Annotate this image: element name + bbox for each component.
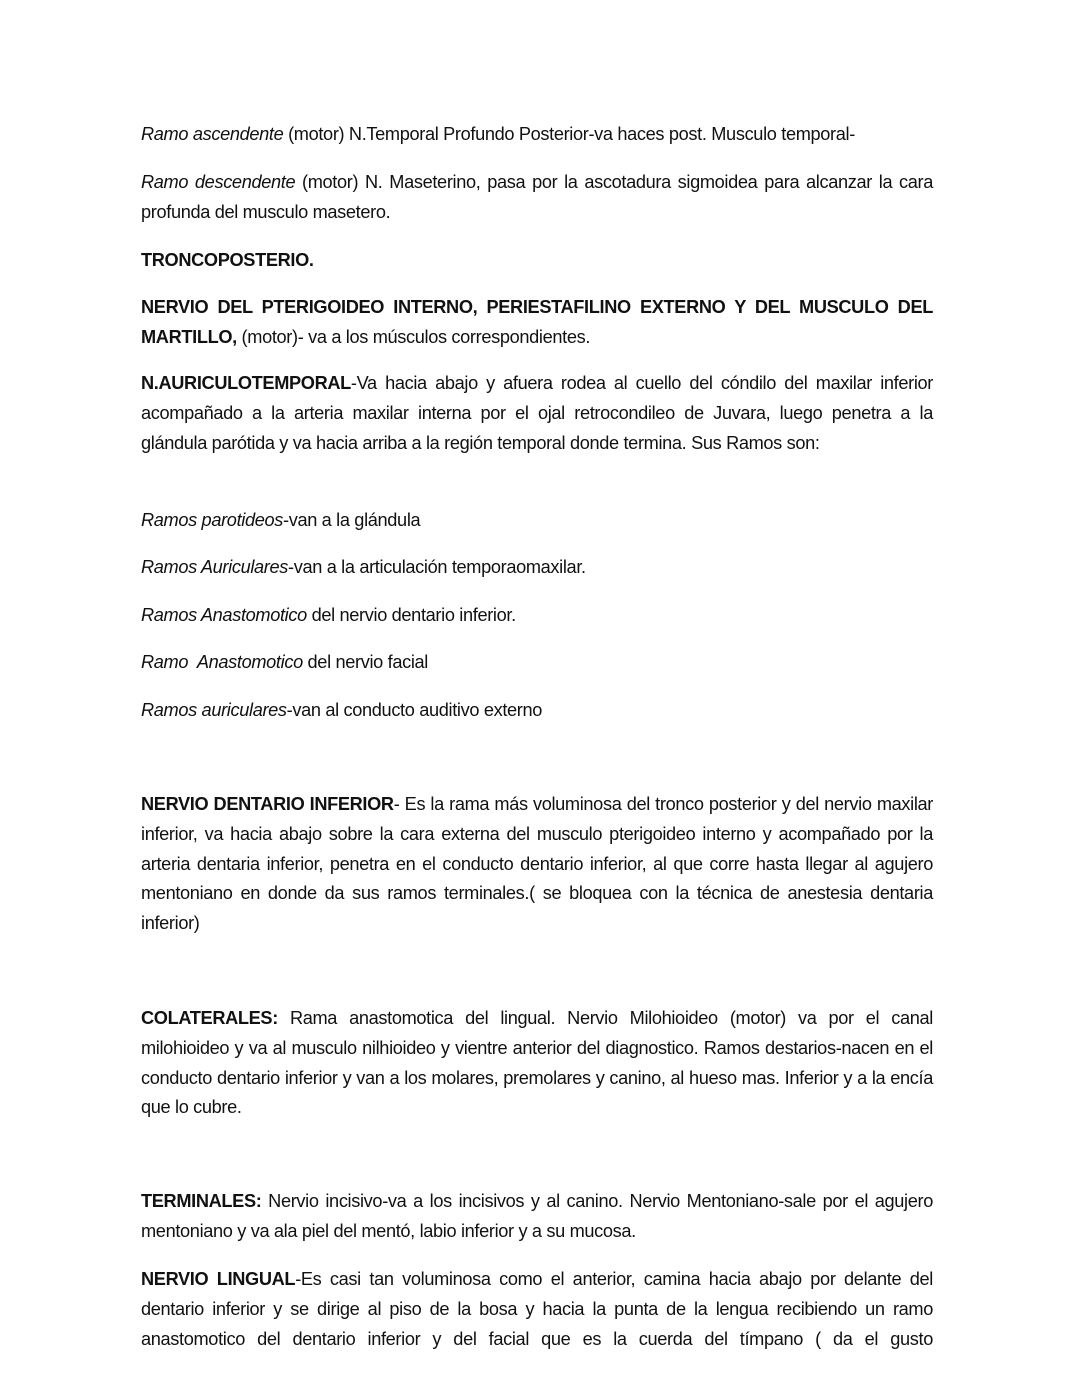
paragraph-ramos-anastomotico-dentario: [141, 601, 933, 631]
paragraph-text: -Va hacia abajo y afuera rodea al cuello del cóndilo del maxilar inferior acompañado a la arteria maxilar interna por el ojal retrocondileo de Juvara, luego penetra a la glándula parótida y va hacia arriba a la región temporal donde termina. Sus Ramos son:: [141, 373, 933, 453]
term-bold: NERVIO DENTARIO INFERIOR: [141, 794, 394, 814]
term-bold: NERVIO LINGUAL: [141, 1269, 296, 1289]
term-bold: N.AURICULOTEMPORAL: [141, 373, 351, 393]
paragraph-text: del nervio dentario inferior.: [306, 605, 516, 625]
paragraph-text: Rama anastomotica del lingual. Nervio Milohioideo (motor) va por el canal milohioideo y va al musculo nilhioideo y vientre anterior del diagnostico. Ramos destarios-nacen en el conducto dentario inferior y van a los molares, premolares y canino, al hueso mas. Inferior y a la encía que lo cubre.: [141, 1008, 933, 1118]
paragraph-nervio-dentario-inferior: [141, 790, 933, 939]
paragraph-text: (motor)- va a los músculos correspondientes.: [236, 326, 591, 347]
paragraph-nervio-lingual: [141, 1265, 933, 1354]
term-italic: Ramo ascendente: [141, 124, 284, 144]
paragraph-auriculotemporal: [141, 369, 933, 458]
paragraph-ramos-parotideos: [141, 506, 933, 536]
paragraph-text: del nervio facial: [302, 652, 428, 672]
paragraph-ramo-descendente: [141, 168, 933, 228]
paragraph-ramos-auriculares-externo: [141, 696, 933, 726]
paragraph-text: -van a la articulación temporaomaxilar.: [288, 557, 586, 577]
term-bold: COLATERALES:: [141, 1008, 278, 1028]
paragraph-ramo-anastomotico-facial: [141, 648, 933, 678]
term-italic: Ramos auriculares: [141, 700, 287, 720]
paragraph-text: -van al conducto auditivo externo: [286, 700, 543, 720]
paragraph-terminales: [141, 1187, 933, 1247]
term-italic: Ramos Auriculares: [141, 557, 289, 577]
paragraph-ramo-ascendente: [141, 120, 933, 150]
section-heading: TRONCOPOSTERIO.: [141, 250, 314, 270]
term-italic: Ramos Anastomotico: [141, 605, 307, 625]
paragraph-text: -Es casi tan voluminosa como el anterior, camina hacia abajo por delante del dentario inferior y se dirige al piso de la bosa y hacia la punta de la lengua recibiendo un ramo anastomotico del dentario inferior y del facial que es la cuerda del tímpano ( da el gusto: [141, 1269, 933, 1349]
term-bold: TERMINALES:: [141, 1191, 262, 1211]
term-italic: Ramo Anastomotico: [141, 652, 303, 672]
paragraph-text: -van a la glándula: [283, 510, 421, 530]
paragraph-text: (motor) N. Maseterino, pasa por la ascotadura sigmoidea para alcanzar la cara profunda del musculo masetero.: [141, 172, 933, 222]
paragraph-text: Nervio incisivo-va a los incisivos y al canino. Nervio Mentoniano-sale por el agujero mentoniano y va ala piel del mentó, labio inferior y a su mucosa.: [141, 1191, 933, 1241]
paragraph-ramos-auriculares: [141, 553, 933, 583]
paragraph-nervio-pterigoideo: [141, 293, 933, 353]
term-italic: Ramos parotideos: [141, 510, 283, 530]
paragraph-colaterales: [141, 1004, 933, 1123]
term-italic: Ramo descendente: [141, 172, 296, 192]
paragraph-text: (motor) N.Temporal Profundo Posterior-va haces post. Musculo temporal-: [283, 124, 855, 144]
paragraph-text: - Es la rama más voluminosa del tronco posterior y del nervio maxilar inferior, va hacia abajo sobre la cara externa del musculo pterigoideo interno y acompañado por la arteria dentaria inferior, penetra en el conducto dentario inferior, al que corre hasta llegar al agujero mentoniano en donde da sus ramos terminales.( se bloquea con la técnica de anestesia dentaria inferior): [141, 794, 933, 934]
heading-tronco-posterior: [141, 246, 933, 276]
term-bold: NERVIO DEL PTERIGOIDEO INTERNO, PERIESTAFILINO EXTERNO Y DEL MUSCULO DEL MARTILLO,: [141, 297, 933, 347]
